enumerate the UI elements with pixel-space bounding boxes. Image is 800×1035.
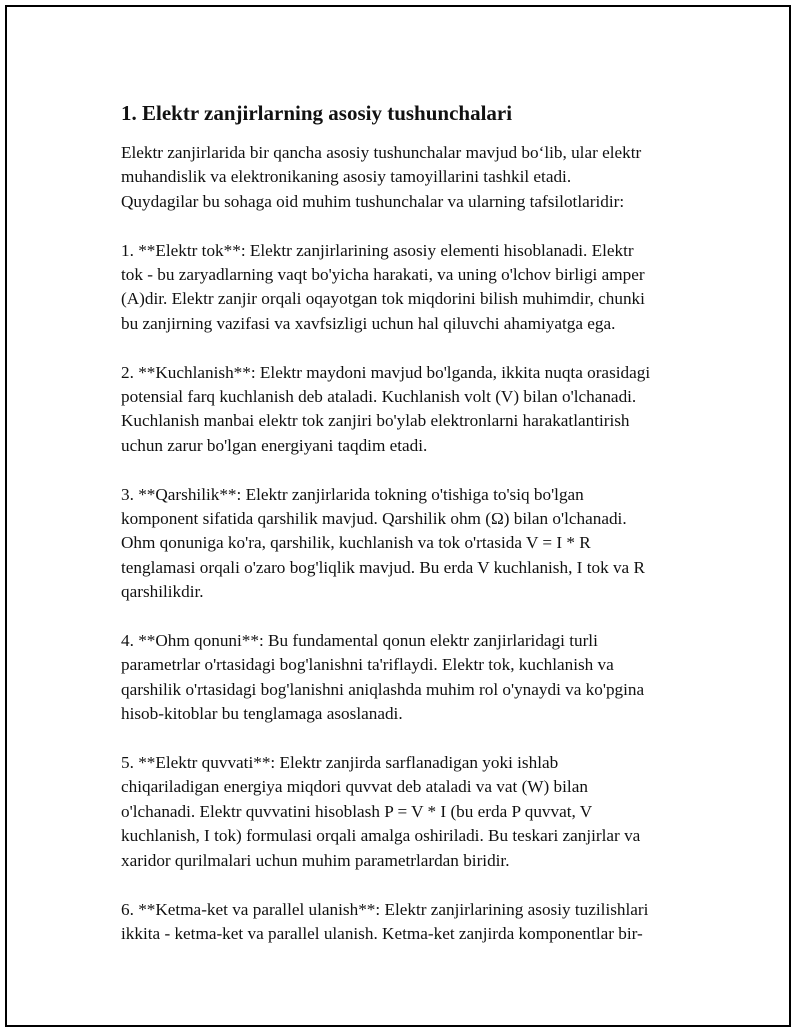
text-line: xaridor qurilmalari uchun muhim parametrlardan biridir. bbox=[121, 850, 510, 870]
page-frame bbox=[5, 5, 791, 1027]
text-line: muhandislik va elektronikaning asosiy tamoyillarini tashkil etadi. bbox=[121, 167, 572, 187]
text-line: ikkita - ketma-ket va parallel ulanish. Ketma-ket zanjirda komponentlar bir- bbox=[121, 923, 643, 943]
text-line: Kuchlanish manbai elektr tok zanjiri bo'ylab elektronlarni harakatlantirish bbox=[121, 411, 630, 431]
intro-paragraph bbox=[121, 141, 711, 214]
text-line: kuchlanish, I tok) formulasi orqali amalga oshiriladi. Bu teskari zanjirlar va bbox=[121, 826, 641, 846]
text-line: parametrlar o'rtasidagi bog'lanishni ta'riflaydi. Elektr tok, kuchlanish va bbox=[121, 655, 614, 675]
text-line: 4. **Ohm qonuni**: Bu fundamental qonun elektr zanjirlaridagi turli bbox=[121, 631, 598, 651]
text-line: uchun zarur bo'lgan energiyani taqdim etadi. bbox=[121, 435, 428, 455]
text-line: Quydagilar bu sohaga oid muhim tushunchalar va ularning tafsilotlaridir: bbox=[121, 191, 625, 211]
text-line: chiqariladigan energiya miqdori quvvat deb ataladi va vat (W) bilan bbox=[121, 777, 588, 797]
text-line: 1. **Elektr tok**: Elektr zanjirlarining asosiy elementi hisoblanadi. Elektr bbox=[121, 240, 634, 260]
text-line: Ohm qonuniga ko'ra, qarshilik, kuchlanish va tok o'rtasida V = I * R bbox=[121, 533, 591, 553]
text-line: hisob-kitoblar bu tenglamaga asoslanadi. bbox=[121, 704, 403, 724]
text-line: tenglamasi orqali o'zaro bog'liqlik mavjud. Bu erda V kuchlanish, I tok va R bbox=[121, 557, 645, 577]
text-line: 2. **Kuchlanish**: Elektr maydoni mavjud bo'lganda, ikkita nuqta orasidagi bbox=[121, 362, 651, 382]
paragraph-elektr-quvvati bbox=[121, 751, 711, 873]
text-line: potensial farq kuchlanish deb ataladi. Kuchlanish volt (V) bilan o'lchanadi. bbox=[121, 387, 637, 407]
text-line: komponent sifatida qarshilik mavjud. Qarshilik ohm (Ω) bilan o'lchanadi. bbox=[121, 509, 627, 529]
text-line: 5. **Elektr quvvati**: Elektr zanjirda sarflanadigan yoki ishlab bbox=[121, 753, 559, 773]
text-line: bu zanjirning vazifasi va xavfsizligi uchun hal qiluvchi ahamiyatga ega. bbox=[121, 313, 616, 333]
text-line: Elektr zanjirlarida bir qancha asosiy tushunchalar mavjud bo‘lib, ular elektr bbox=[121, 143, 642, 162]
text-line: qarshilik o'rtasidagi bog'lanishni aniqlashda muhim rol o'ynaydi va ko'pgina bbox=[121, 679, 645, 699]
text-line: qarshilikdir. bbox=[121, 582, 204, 602]
paragraph-kuchlanish bbox=[121, 361, 711, 459]
paragraph-elektr-tok bbox=[121, 239, 711, 337]
text-line: 3. **Qarshilik**: Elektr zanjirlarida tokning o'tishiga to'siq bo'lgan bbox=[121, 484, 584, 504]
text-line: (A)dir. Elektr zanjir orqali oqayotgan tok miqdorini bilish muhimdir, chunki bbox=[121, 289, 645, 309]
document-body bbox=[121, 99, 711, 971]
paragraph-qarshilik bbox=[121, 483, 711, 605]
text-line: 6. **Ketma-ket va parallel ulanish**: Elektr zanjirlarining asosiy tuzilishlari bbox=[121, 899, 649, 919]
text-line: tok - bu zaryadlarning vaqt bo'yicha harakati, va uning o'lchov birligi amper bbox=[121, 265, 645, 285]
paragraph-ohm-qonuni bbox=[121, 629, 711, 727]
text-line: o'lchanadi. Elektr quvvatini hisoblash P = V * I (bu erda P quvvat, V bbox=[121, 801, 593, 821]
paragraph-ketma-ket-parallel bbox=[121, 898, 711, 947]
section-heading: 1. Elektr zanjirlarning asosiy tushunchalari bbox=[121, 101, 513, 125]
